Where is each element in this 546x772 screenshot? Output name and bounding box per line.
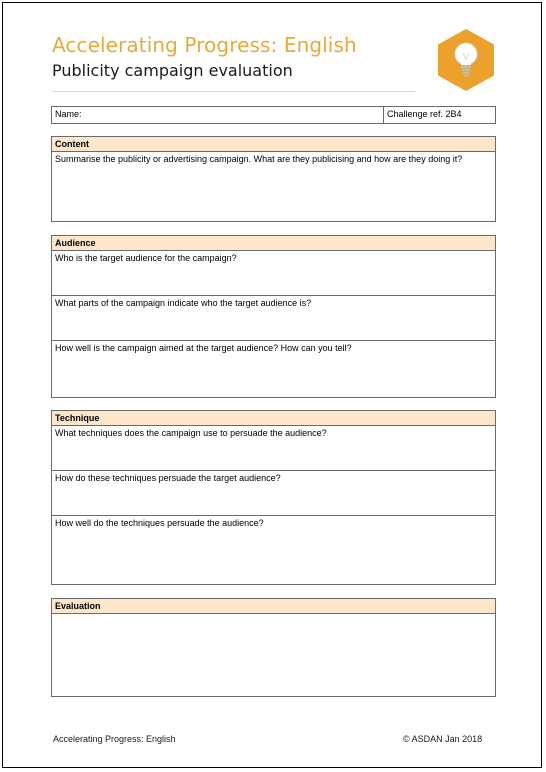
technique-header: Technique (52, 411, 496, 426)
technique-answer-box[interactable] (52, 471, 496, 516)
evaluation-answer-box[interactable] (52, 614, 496, 697)
audience-prompt: What parts of the campaign indicate who the target audience is? (55, 298, 312, 308)
content-prompt: Summarise the publicity or advertising campaign. What are they publicising and how are they doing it? (55, 154, 463, 164)
audience-answer-box[interactable] (52, 251, 496, 296)
content-header: Content (52, 137, 496, 152)
technique-answer-box[interactable] (52, 426, 496, 471)
footer-right: © ASDAN Jan 2018 (403, 734, 483, 744)
name-label: Name: (55, 109, 82, 119)
content-answer-box[interactable] (52, 152, 496, 222)
series-title: Accelerating Progress: English (52, 33, 357, 57)
challenge-ref-cell (384, 107, 496, 124)
audience-answer-box[interactable] (52, 341, 496, 398)
technique-prompt: How well do the techniques persuade the audience? (55, 518, 264, 528)
evaluation-section (51, 598, 496, 697)
audience-section (51, 235, 496, 398)
technique-prompt: How do these techniques persuade the target audience? (55, 473, 281, 483)
audience-answer-box[interactable] (52, 296, 496, 341)
evaluation-header: Evaluation (52, 599, 496, 614)
audience-header: Audience (52, 236, 496, 251)
challenge-ref: Challenge ref. 2B4 (387, 109, 462, 119)
lightbulb-hexagon-icon (436, 28, 496, 92)
footer-left: Accelerating Progress: English (53, 734, 176, 744)
name-table (51, 106, 496, 124)
technique-prompt: What techniques does the campaign use to persuade the audience? (55, 428, 327, 438)
audience-prompt: How well is the campaign aimed at the target audience? How can you tell? (55, 343, 352, 353)
content-section (51, 136, 496, 222)
technique-answer-box[interactable] (52, 516, 496, 585)
technique-section (51, 410, 496, 585)
audience-prompt: Who is the target audience for the campaign? (55, 253, 237, 263)
page-title: Publicity campaign evaluation (52, 61, 293, 80)
title-divider (52, 91, 415, 92)
name-field[interactable] (52, 107, 384, 124)
